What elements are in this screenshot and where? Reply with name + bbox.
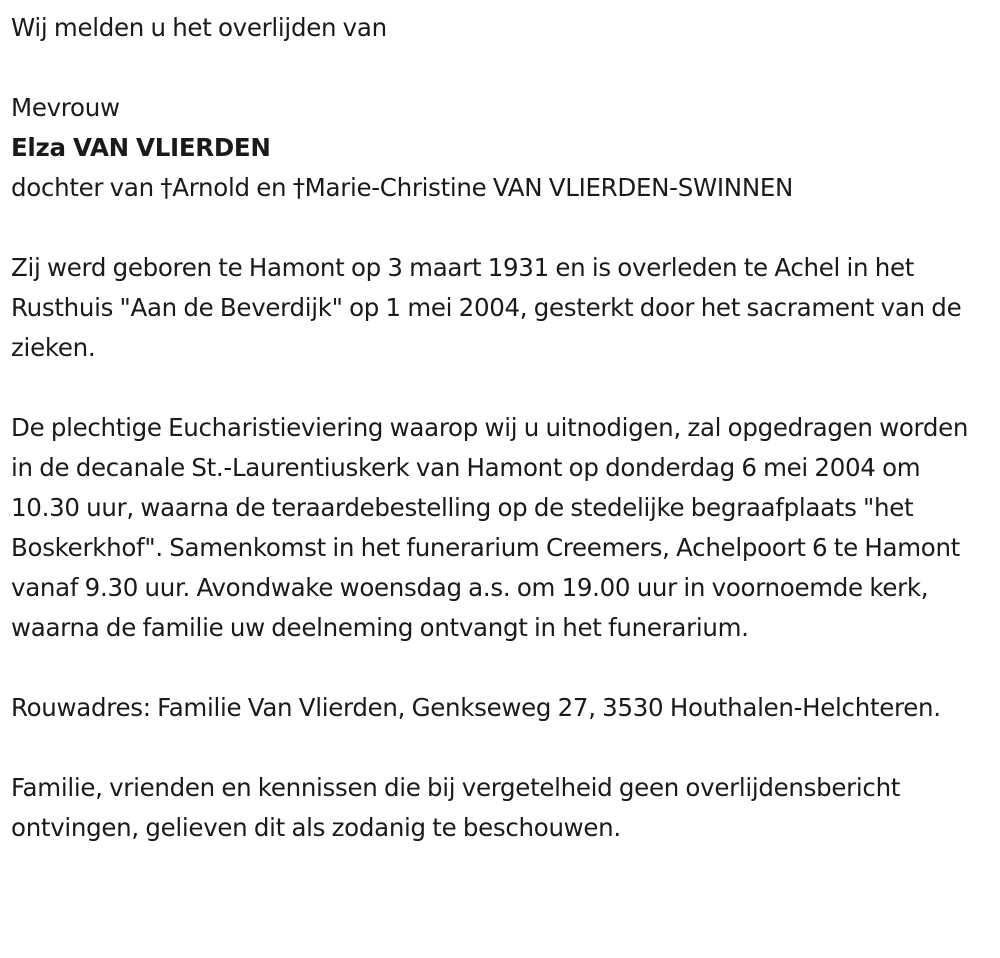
honorific: Mevrouw	[11, 93, 120, 122]
spacer	[11, 48, 986, 88]
deceased-name: Elza VAN VLIERDEN	[11, 133, 271, 162]
obituary-document	[11, 8, 986, 848]
parentage-text: dochter van †Arnold en †Marie-Christine VAN VLIERDEN-SWINNEN	[11, 173, 794, 202]
intro-text: Wij melden u het overlijden van	[11, 13, 387, 42]
spacer	[11, 368, 986, 408]
spacer	[11, 728, 986, 768]
spacer	[11, 648, 986, 688]
closing-paragraph: Familie, vrienden en kennissen die bij vergetelheid geen overlijdensbericht ontvingen, gelieven dit als zodanig te beschouwen.	[11, 773, 901, 842]
ceremony-paragraph: De plechtige Eucharistieviering waarop wij u uitnodigen, zal opgedragen worden in de decanale St.-Laurentiuskerk van Hamont op donderdag 6 mei 2004 om 10.30 uur, waarna de teraardebestelling op de stedelijke begraafplaats "het Boskerkhof". Samenkomst in het funerarium Creemers, Achelpoort 6 te Hamont vanaf 9.30 uur. Avondwake woensdag a.s. om 19.00 uur in voornoemde kerk, waarna de familie uw deelneming ontvangt in het funerarium.	[11, 413, 969, 642]
address-paragraph: Rouwadres: Familie Van Vlierden, Genkseweg 27, 3530 Houthalen-Helchteren.	[11, 693, 941, 722]
birth-death-paragraph: Zij werd geboren te Hamont op 3 maart 1931 en is overleden te Achel in het Rusthuis "Aan de Beverdijk" op 1 mei 2004, gesterkt door het sacrament van de zieken.	[11, 253, 962, 362]
spacer	[11, 208, 986, 248]
